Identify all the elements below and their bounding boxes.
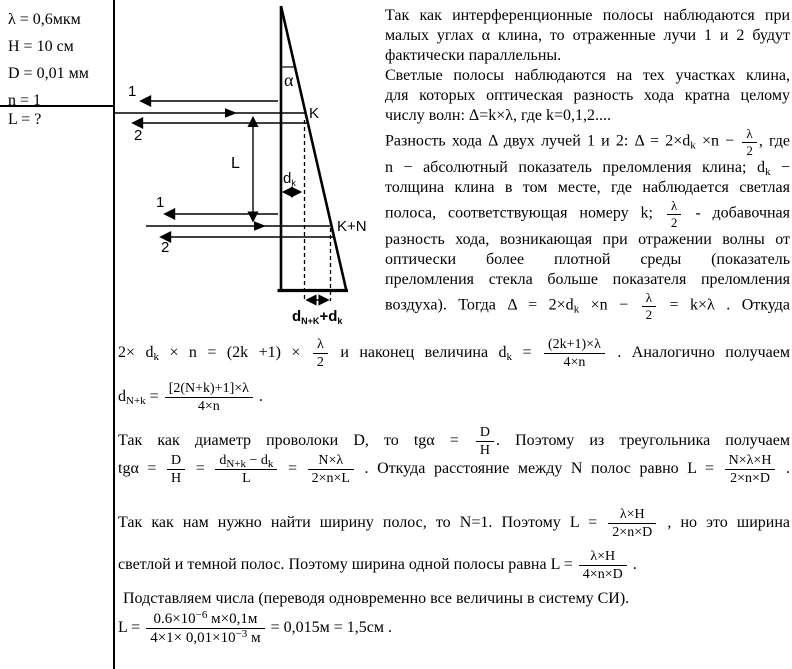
fraction-lambda-2: $\frac{\lambda}{2}$ xyxy=(313,336,328,370)
given-n: n = 1 xyxy=(8,92,42,109)
fraction-L-n-fringes: $\frac{N\times\lambda\times H}{2\times n\times D}$ xyxy=(725,452,776,486)
substitution-note: Подставляем числа (переводя одновременно все величины в систему СИ). xyxy=(123,590,630,607)
fraction-L-pair-width: $\frac{\lambda\times H}{2\times n\times D}$ xyxy=(608,506,656,540)
text-line: воздуха). Тогда $\Delta = 2\times d_k \times n$ − $\frac{\lambda}{2}$ = k×λ . Откуда xyxy=(385,290,791,322)
text-line: толщина клина в том месте, где наблюдается светлая xyxy=(385,179,790,197)
distance-l-label: L xyxy=(231,155,240,172)
text-line: фактически параллельны. xyxy=(385,47,562,64)
text-line: Светлые полосы наблюдаются на тех участках клина, xyxy=(385,67,790,84)
text-line: преломления стекла больше показателя преломления xyxy=(385,271,790,289)
given-height: H = 10 см xyxy=(8,38,74,55)
incident-arrowhead-top xyxy=(225,108,237,118)
given-lambda: λ = 0,6мкм xyxy=(8,11,81,28)
point-k-label: K xyxy=(309,105,320,122)
fraction-numeric: $\frac{0.6\times 10^{-6} м\times 0,1м}{4\times 1\times 0,01\times 10^{-3} м}$ xyxy=(146,610,264,647)
thickness-dk-label: $d_k$ xyxy=(283,170,296,188)
formula-single-fringe-width: светлой и темной полос. Поэтому ширина одной полосы равна L = $\frac{\lambda\times H}{4\times n\times D}$ . xyxy=(118,549,637,582)
given-diameter: D = 0,01 мм xyxy=(8,65,89,82)
fraction-dk: $\frac{(2k+1)\times\lambda}{4\times n}$ xyxy=(544,336,605,370)
text-line: для которых оптическая разность хода кратна целому xyxy=(385,87,790,104)
text-line: n − абсолютный показатель преломления клина; $d_k$ − xyxy=(385,159,791,179)
ray1-bottom-label: 1 xyxy=(156,194,165,211)
fraction-n-lambda: $\frac{N\times\lambda}{2\times n\times L}$ xyxy=(308,452,354,486)
fraction-lambda-2: $\frac{\lambda}{2}$ xyxy=(667,198,682,230)
formula-fringe-distance: tgα = $\frac{D}{H}$ = $\frac{d_{N+k} - d_k}{L}$ = $\frac{N\times\lambda}{2\times n\times L}$ . Откуда расстояние между N полос равно L = $\frac{N\times\lambda\times H}{2\times n\times D}$ . xyxy=(118,453,791,486)
ray1-top-label: 1 xyxy=(128,83,137,100)
alpha-label: α xyxy=(284,70,294,90)
wedge-hypotenuse xyxy=(281,6,346,289)
fraction-dnk: $\frac{[2(N+k)+1]\times\lambda}{4\times n}$ xyxy=(165,380,253,414)
fraction-L-single-width: $\frac{\lambda\times H}{4\times n\times D}$ xyxy=(579,548,627,582)
fraction-thickness-diff: $\frac{d_{N+k} - d_k}{L}$ xyxy=(215,452,277,486)
text-line: Разность хода Δ двух лучей 1 и 2: $\Delta = 2\times d_k \times n$ − $\frac{\lambda}{2}$ , где xyxy=(385,126,791,158)
formula-bright-fringe-condition: $2\times d_k \times n = (2k +1)$ × $\frac{\lambda}{2}$ и наконец величина $d_k$ = $\frac{(2k+1)\times\lambda}{4\times n}$ . Аналогично получаем xyxy=(118,337,791,370)
formula-numeric-result: L = $\frac{0.6\times 10^{-6} м\times 0,1м}{4\times 1\times 0,01\times 10^{-3} м}$ = 0,015м = 1,5см . xyxy=(118,609,392,646)
thickness-diff-label: $d_{N+K}+d_k$ xyxy=(292,308,343,326)
text-line: малых углах α клина, то отраженные лучи 1 и 2 будут xyxy=(385,27,790,44)
text-line: оптически более плотной среды (показатель xyxy=(385,251,790,269)
formula-tg-alpha-setup: Так как диаметр проволоки D, то tgα = $\frac{D}{H}$ . Поэтому из треугольника получаем xyxy=(118,425,791,458)
point-kn-label: K+N xyxy=(337,218,367,235)
text-line: полоса, соответствующая номеру k; $\frac{\lambda}{2}$ - добавочная xyxy=(385,198,791,230)
formula-dnk: $d_{N+k}$ = $\frac{[2(N+k)+1]\times\lambda}{4\times n}$ . xyxy=(118,381,263,414)
fraction-lambda-2: $\frac{\lambda}{2}$ xyxy=(642,290,657,322)
incident-arrowhead-bottom xyxy=(254,221,266,231)
fraction-d-h: $\frac{D}{H}$ xyxy=(167,452,185,486)
fraction-lambda-2: $\frac{\lambda}{2}$ xyxy=(742,126,757,158)
ray2-bottom-label: 2 xyxy=(161,239,170,256)
ray2-top-label: 2 xyxy=(134,127,143,144)
solution-text xyxy=(385,6,790,322)
fraction-d-h: $\frac{D}{H}$ xyxy=(476,424,494,458)
text-line: разность хода, возникающая при отражении волны от xyxy=(385,231,790,249)
text-line: числу волн: Δ=k×λ, где k=0,1,2.... xyxy=(385,107,612,124)
formula-n-equals-1: Так как нам нужно найти ширину полос, то N=1. Поэтому L = $\frac{\lambda\times H}{2\times n\times D}$ , но это ширина xyxy=(118,507,791,540)
text-line: Так как интерференционные полосы наблюдаются при xyxy=(385,7,790,24)
question-line: L = ? xyxy=(8,111,42,128)
